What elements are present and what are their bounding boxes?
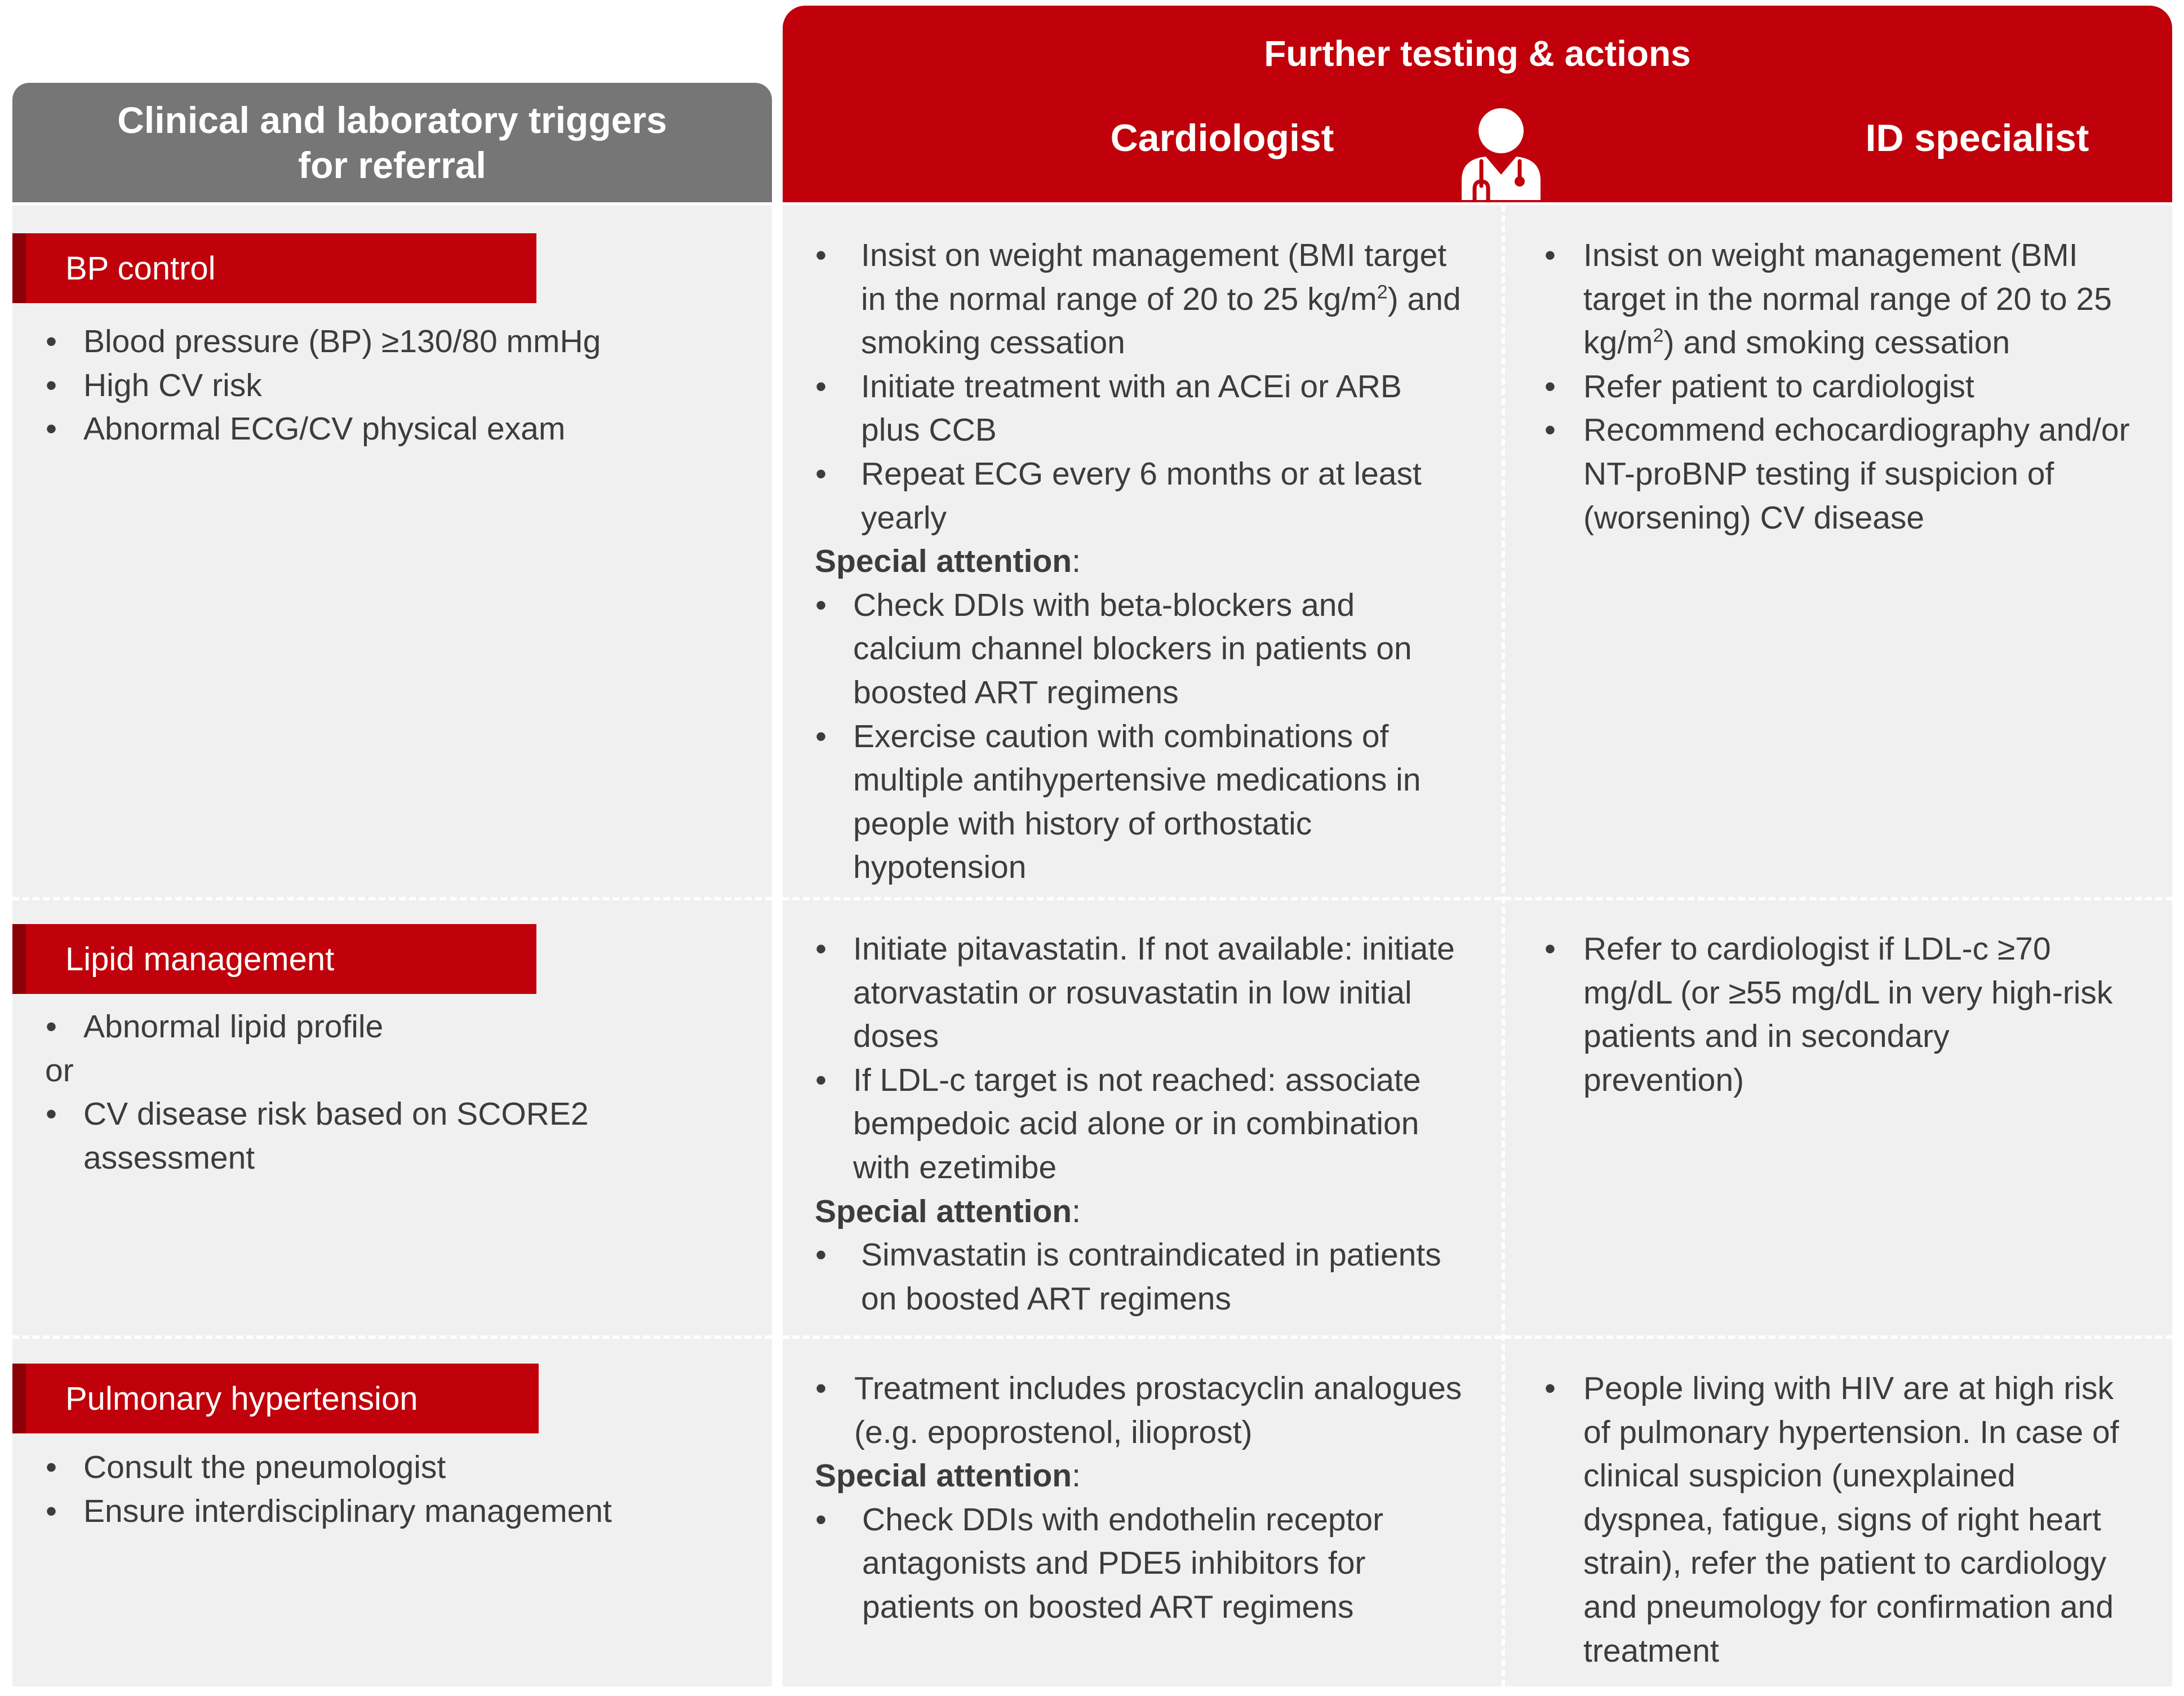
list-item: • Exercise caution with combinations of multiple antihypertensive medications in people with history of orthostatic hypotension [815, 715, 1463, 890]
list-item: • Insist on weight management (BMI target in the normal range of 20 to 25 $kg/m^2$) and smoking cessation [1544, 234, 2152, 365]
list-item: • People living with HIV are at high risk of pulmonary hypertension. In case of clinical suspicion (unexplained dyspnea, fatigue, signs of right heart strain), refer the patient to cardiology and pneumology for confirmation and treatment [1544, 1367, 2141, 1673]
triggers-header [12, 83, 772, 202]
list-item: • Treatment includes prostacyclin analogues (e.g. epoprostenol, ilioprost) [815, 1367, 1463, 1454]
list-item: • Check DDIs with beta-blockers and calcium channel blockers in patients on boosted ART regimens [815, 584, 1463, 715]
section-divider [12, 1335, 772, 1339]
list-item: • High CV risk [45, 364, 761, 408]
list-item: • Blood pressure (BP) ≥130/80 mmHg [45, 320, 761, 364]
doctor-icon [1459, 107, 1543, 203]
special-attention-label: Special attention [815, 543, 1072, 580]
list-item: • Initiate treatment with an ACEi or ARB plus CCB [815, 365, 1463, 452]
bp-id-specialist-actions [1544, 234, 2152, 540]
bp-cardiologist-actions: • Insist on weight management (BMI target in the normal range of 20 to 25 $kg/m^2$) and smoking cessation • Initiate treatment with an ACEi or ARB plus CCB • Repeat ECG every 6 months or at least yearly Special attention: • Check DDIs with beta-blockers and calcium channel blockers in patients on boosted ART regimens • Exercise caution with combinations of multiple antihypertensive medications in people with history of orthostatic hypotension [815, 234, 1463, 890]
section-label-lipid-management: Lipid management [12, 924, 536, 994]
pulmonary-cardiologist-actions: • Treatment includes prostacyclin analogues (e.g. epoprostenol, ilioprost) Special attention: • Check DDIs with endothelin receptor antagonists and PDE5 inhibitors for patients on boosted ART regimens [815, 1367, 1463, 1630]
list-item: • Repeat ECG every 6 months or at least yearly [815, 452, 1463, 540]
or-text: or [45, 1052, 74, 1089]
list-item: • Simvastatin is contraindicated in patients on boosted ART regimens [815, 1233, 1463, 1321]
further-testing-header [783, 6, 2172, 202]
list-item: • Consult the pneumologist [45, 1446, 761, 1490]
further-testing-title: Further testing & actions [1264, 33, 1691, 74]
section-divider [12, 897, 772, 900]
list-item: • Initiate pitavastatin. If not available: initiate atorvastatin or rosuvastatin in low initial doses [815, 927, 1463, 1059]
section-label-bp-control: BP control [12, 233, 536, 303]
list-item: • Recommend echocardiography and/or NT-proBNP testing if suspicion of (worsening) CV disease [1544, 409, 2152, 540]
list-item: • Ensure interdisciplinary management [45, 1490, 761, 1534]
special-attention-label: Special attention [815, 1193, 1072, 1229]
lipid-triggers [45, 1005, 665, 1180]
triggers-header-title: Clinical and laboratory triggers for referral [117, 99, 667, 186]
id-specialist-header: ID specialist [1865, 117, 2089, 159]
lipid-cardiologist-actions: • Initiate pitavastatin. If not available: initiate atorvastatin or rosuvastatin in low initial doses • If LDL-c target is not reached: associate bempedoic acid alone or in combination with ezetimibe Special attention: • Simvastatin is contraindicated in patients on boosted ART regimens [815, 927, 1463, 1321]
list-item: • Refer patient to cardiologist [1544, 365, 2152, 409]
column-divider [1502, 205, 1505, 1686]
pulmonary-id-specialist-actions [1544, 1367, 2141, 1673]
list-item: • Check DDIs with endothelin receptor antagonists and PDE5 inhibitors for patients on boosted ART regimens [815, 1498, 1463, 1630]
section-divider [783, 897, 2172, 900]
list-item: • Abnormal lipid profile [45, 1005, 665, 1049]
lipid-id-specialist-actions [1544, 927, 2113, 1102]
list-item: • Refer to cardiologist if LDL-c ≥70 mg/dL (or ≥55 mg/dL in very high-risk patients and in secondary prevention) [1544, 927, 2113, 1102]
list-item: • If LDL-c target is not reached: associate bempedoic acid alone or in combination with ezetimibe [815, 1059, 1463, 1190]
cardiologist-header: Cardiologist [1110, 117, 1334, 159]
list-item: • Abnormal ECG/CV physical exam [45, 407, 761, 451]
special-attention-label: Special attention [815, 1458, 1072, 1494]
pulmonary-triggers [45, 1446, 761, 1533]
list-item: • Insist on weight management (BMI target in the normal range of 20 to 25 $kg/m^2$) and smoking cessation [815, 234, 1463, 365]
section-label-pulmonary-hypertension: Pulmonary hypertension [12, 1364, 539, 1433]
list-item: • CV disease risk based on SCORE2 assessment [45, 1093, 665, 1180]
bp-triggers [45, 320, 761, 451]
section-divider [783, 1335, 2172, 1339]
